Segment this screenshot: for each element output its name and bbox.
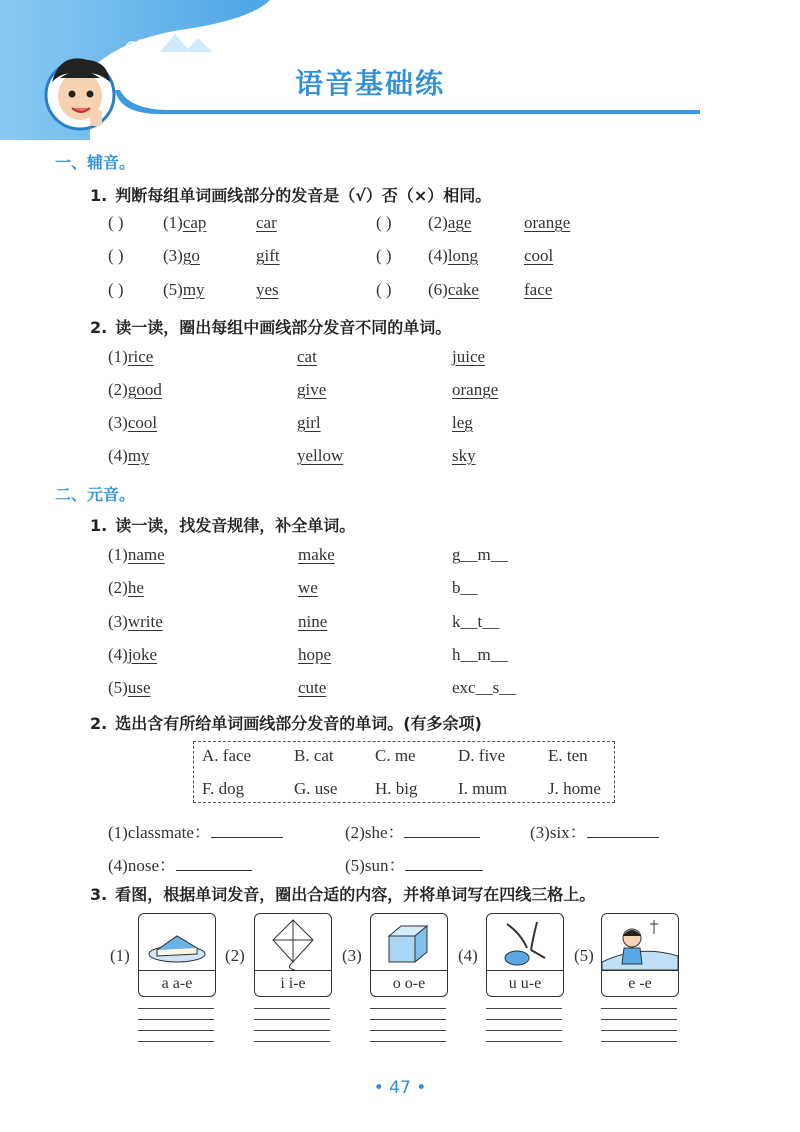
answer-paren[interactable]: ( )	[376, 213, 392, 232]
page-number: • 47 •	[373, 1078, 427, 1098]
word: car	[256, 213, 277, 232]
boy-icon	[602, 914, 678, 970]
list-item[interactable]: (2)good	[108, 380, 162, 399]
question-text: 看图，根据单词发音，圈出合适的内容，并将单词写在四线三格上。	[115, 885, 596, 904]
answer-blank[interactable]	[211, 837, 283, 838]
fill-word-input[interactable]: exc__s__	[452, 678, 517, 697]
option: I. mum	[458, 779, 508, 798]
word[interactable]: sky	[452, 446, 476, 465]
answer-paren[interactable]: ( )	[108, 213, 124, 232]
list-item: (4)joke	[108, 645, 158, 664]
word: nine	[298, 612, 328, 631]
answer-blank[interactable]	[176, 870, 252, 871]
writing-lines[interactable]	[601, 1008, 677, 1052]
writing-lines[interactable]	[254, 1008, 330, 1052]
word[interactable]: yellow	[297, 446, 344, 465]
section-heading-consonants: 一、辅音。	[55, 153, 136, 172]
list-item: (5)my	[163, 280, 205, 299]
answer-blank[interactable]	[404, 837, 480, 838]
question-2-1	[90, 513, 355, 536]
answer-blank[interactable]	[587, 837, 659, 838]
answer-blank[interactable]	[405, 870, 483, 871]
fill-item: (5)sun：	[345, 851, 483, 876]
answer-paren[interactable]: ( )	[376, 280, 392, 299]
writing-lines[interactable]	[370, 1008, 446, 1052]
question-1-2	[90, 315, 451, 338]
option-choices[interactable]: a a-e	[139, 970, 215, 997]
word[interactable]: girl	[297, 413, 321, 432]
list-item: (6)cake	[428, 280, 479, 299]
question-number: 1.	[90, 186, 108, 205]
fill-item: (4)nose：	[108, 851, 252, 876]
fill-item: (2)she：	[345, 818, 480, 843]
picture-card	[138, 913, 216, 997]
card-label: (1)	[110, 946, 130, 965]
kite-icon	[255, 914, 331, 970]
option-choices[interactable]: e -e	[602, 970, 678, 997]
word[interactable]: cat	[297, 347, 317, 366]
list-item: (4)long	[428, 246, 479, 265]
question-2-2	[90, 711, 482, 734]
question-number: 1.	[90, 516, 108, 535]
picture-card	[601, 913, 679, 997]
option: F. dog	[202, 779, 245, 798]
word: orange	[524, 213, 571, 232]
option: G. use	[294, 779, 338, 798]
option: B. cat	[294, 746, 334, 765]
answer-paren[interactable]: ( )	[108, 280, 124, 299]
option-choices[interactable]: u u-e	[487, 970, 563, 997]
card-label: (5)	[574, 946, 594, 965]
writing-lines[interactable]	[138, 1008, 214, 1052]
word[interactable]: give	[297, 380, 327, 399]
fill-item: (1)classmate：	[108, 818, 283, 843]
option: A. face	[202, 746, 252, 765]
picture-card	[486, 913, 564, 997]
page-title: 语音基础练	[294, 67, 445, 100]
list-item: (1)cap	[163, 213, 207, 232]
option: C. me	[375, 746, 416, 765]
picture-card	[370, 913, 448, 997]
card-label: (3)	[342, 946, 362, 965]
question-1-1	[90, 183, 491, 206]
word: face	[524, 280, 553, 299]
answer-paren[interactable]: ( )	[108, 246, 124, 265]
card-label: (2)	[225, 946, 245, 965]
word[interactable]: leg	[452, 413, 473, 432]
section-heading-vowels: 二、元音。	[55, 485, 136, 504]
question-number: 2.	[90, 318, 108, 337]
word: cute	[298, 678, 327, 697]
word: gift	[256, 246, 280, 265]
fill-item: (3)six：	[530, 818, 659, 843]
option: E. ten	[548, 746, 588, 765]
list-item[interactable]: (4)my	[108, 446, 150, 465]
question-text: 判断每组单词画线部分的发音是（√）否（×）相同。	[115, 186, 492, 205]
word: hope	[298, 645, 332, 664]
card-label: (4)	[458, 946, 478, 965]
option: J. home	[548, 779, 601, 798]
list-item: (2)he	[108, 578, 144, 597]
question-text: 读一读，找发音规律，补全单词。	[115, 516, 356, 535]
answer-paren[interactable]: ( )	[376, 246, 392, 265]
list-item[interactable]: (1)rice	[108, 347, 154, 366]
word: make	[298, 545, 335, 564]
fill-word-input[interactable]: g__m__	[452, 545, 508, 564]
list-item[interactable]: (3)cool	[108, 413, 158, 432]
fill-word-input[interactable]: h__m__	[452, 645, 508, 664]
option: D. five	[458, 746, 506, 765]
word: we	[298, 578, 318, 597]
option-choices[interactable]: i i-e	[255, 970, 331, 997]
fill-word-input[interactable]: b__	[452, 578, 478, 597]
picture-card	[254, 913, 332, 997]
cut-icon	[487, 914, 563, 970]
option: H. big	[375, 779, 418, 798]
list-item: (3)go	[163, 246, 200, 265]
question-number: 3.	[90, 885, 108, 904]
question-2-3	[90, 882, 595, 905]
question-text: 读一读，圈出每组中画线部分发音不同的单词。	[115, 318, 452, 337]
list-item: (5)use	[108, 678, 151, 697]
word: cool	[524, 246, 554, 265]
bicycle-icon	[126, 40, 156, 54]
question-text: 选出含有所给单词画线部分发音的单词。(有多余项)	[115, 714, 482, 733]
word[interactable]: orange	[452, 380, 499, 399]
boy-mascot-icon	[46, 58, 114, 129]
question-number: 2.	[90, 714, 108, 733]
word[interactable]: juice	[452, 347, 486, 366]
word: yes	[256, 280, 279, 299]
box-icon	[371, 914, 447, 970]
list-item: (1)name	[108, 545, 165, 564]
list-item: (3)write	[108, 612, 163, 631]
writing-lines[interactable]	[486, 1008, 562, 1052]
cake-icon	[139, 914, 215, 970]
list-item: (2)age	[428, 213, 472, 232]
option-choices[interactable]: o o-e	[371, 970, 447, 997]
fill-word-input[interactable]: k__t__	[452, 612, 500, 631]
